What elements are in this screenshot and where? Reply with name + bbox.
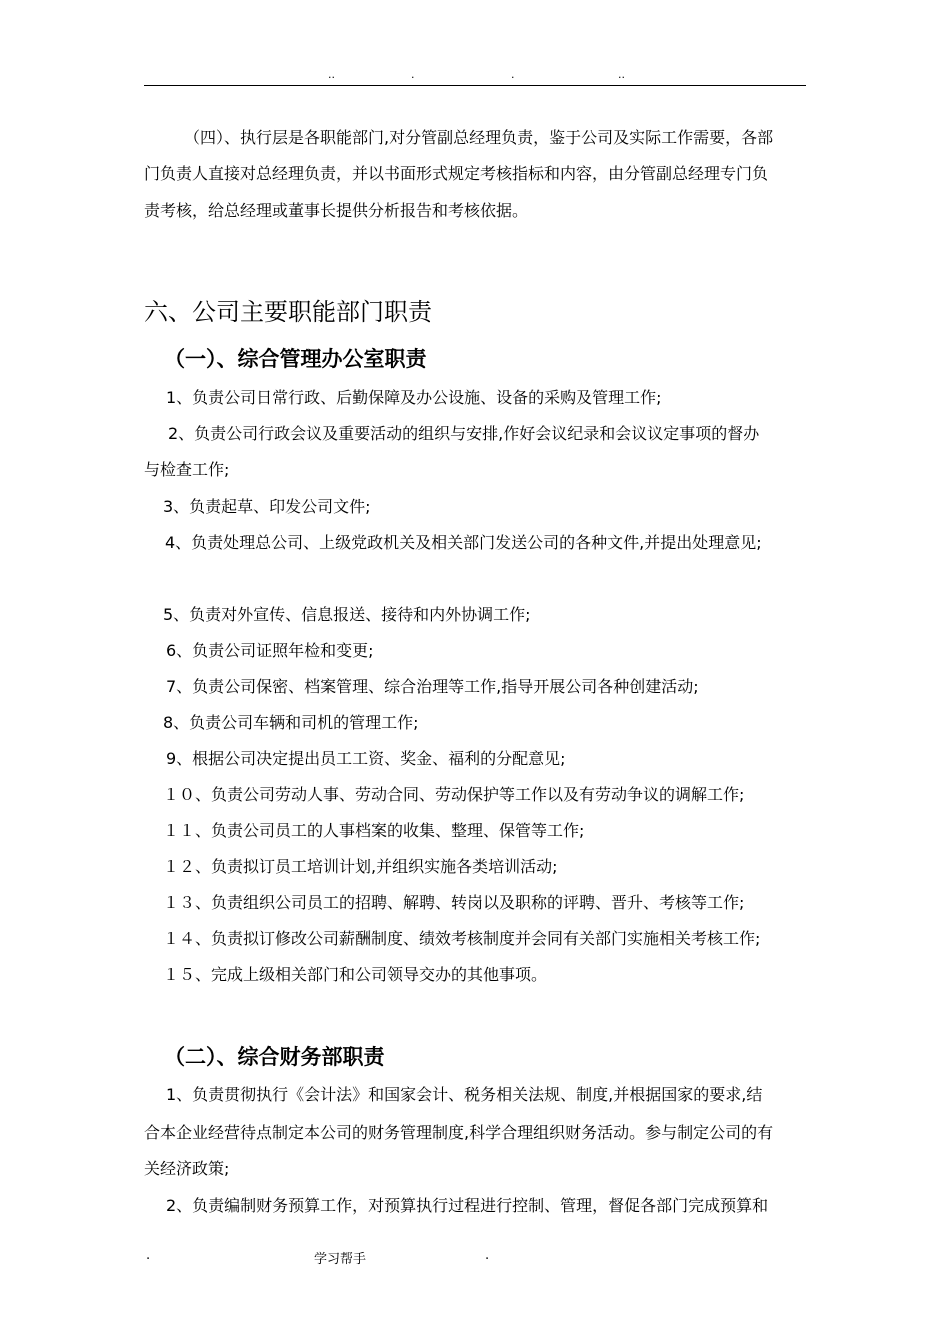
list-item: 7、负责公司保密、档案管理、综合治理等工作,指导开展公司各种创建活动; (166, 677, 699, 696)
list-item: 1、负责公司日常行政、后勤保障及办公设施、设备的采购及管理工作; (166, 388, 662, 407)
list-item: １０、负责公司劳动人事、劳动合同、劳动保护等工作以及有劳动争议的调解工作; (163, 785, 745, 804)
section-heading: 六、公司主要职能部门职责 (144, 298, 432, 326)
paragraph-line: 责考核，给总经理或董事长提供分析报告和考核依据。 (144, 201, 529, 220)
list-item: 1、负责贯彻执行《会计法》和国家会计、税务相关法规、制度,并根据国家的要求,结 (166, 1085, 763, 1104)
list-item: １３、负责组织公司员工的招聘、解聘、转岗以及职称的评聘、晋升、考核等工作; (163, 893, 745, 912)
list-item: 4、负责处理总公司、上级党政机关及相关部门发送公司的各种文件,并提出处理意见; (165, 533, 762, 552)
subsection-heading-office: （一）、综合管理办公室职责 (164, 347, 427, 371)
list-item: 9、根据公司决定提出员工工资、奖金、福利的分配意见; (166, 749, 566, 768)
subsection-heading-finance: （二）、综合财务部职责 (164, 1045, 385, 1069)
list-item: １５、完成上级相关部门和公司领导交办的其他事项。 (163, 965, 548, 984)
header-mark: .. (328, 68, 335, 81)
list-item: 2、负责公司行政会议及重要活动的组织与安排,作好会议纪录和会议议定事项的督办 (168, 424, 760, 443)
list-item: 8、负责公司车辆和司机的管理工作; (163, 713, 419, 732)
list-item: 5、负责对外宣传、信息报送、接待和内外协调工作; (163, 605, 531, 624)
list-item: 2、负责编制财务预算工作，对预算执行过程进行控制、管理，督促各部门完成预算和 (166, 1196, 769, 1215)
paragraph-line: 门负责人直接对总经理负责，并以书面形式规定考核指标和内容，由分管副总经理专门负 (144, 164, 769, 183)
list-item: 6、负责公司证照年检和变更; (166, 641, 374, 660)
list-item: １１、负责公司员工的人事档案的收集、整理、保管等工作; (163, 821, 585, 840)
list-item: 与检查工作; (144, 460, 230, 479)
footer-mark: . (485, 1248, 490, 1263)
header-mark: .. (618, 68, 625, 81)
list-item: 合本企业经营待点制定本公司的财务管理制度,科学合理组织财务活动。参与制定公司的有 (144, 1123, 774, 1142)
list-item: １２、负责拟订员工培训计划,并组织实施各类培训活动; (163, 857, 558, 876)
header-rule (144, 85, 806, 86)
list-item: １４、负责拟订修改公司薪酬制度、绩效考核制度并会同有关部门实施相关考核工作; (163, 929, 761, 948)
header-mark: . (511, 68, 515, 81)
header-mark: . (411, 68, 415, 81)
footer-text: 学习帮手 (314, 1252, 367, 1267)
list-item: 3、负责起草、印发公司文件; (163, 497, 371, 516)
page-header (144, 68, 806, 82)
paragraph-line: （四）、执行层是各职能部门,对分管副总经理负责，鉴于公司及实际工作需要，各部 (184, 128, 774, 147)
list-item: 关经济政策; (144, 1159, 230, 1178)
footer-mark: . (146, 1248, 151, 1263)
